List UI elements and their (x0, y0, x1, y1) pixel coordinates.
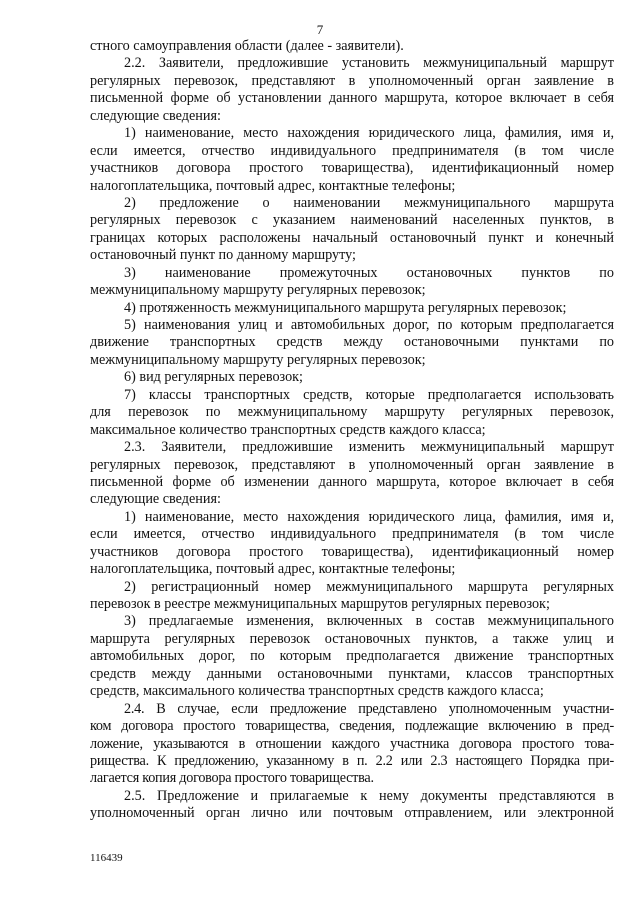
text-line: маршрута регулярных перевозок остановочных пунктов, а также улиц и (90, 630, 614, 647)
text-line: лагается копия договора простого товарищества. (90, 770, 374, 787)
text-line: письменной форме об установлении данного маршрута, которое включает в себя (90, 90, 614, 107)
text-line: если имеется, отчество индивидуального предпринимателя (в том числе (90, 526, 614, 543)
text-line: налогоплательщика, почтовый адрес, контактные телефоны; (90, 177, 456, 194)
text-line: максимальное количество транспортных средств каждого класса; (90, 421, 486, 438)
text-line: ком договора простого товарищества, сведения, подлежащие включению в пред- (90, 718, 614, 735)
text-line: участников договора простого товарищества), идентификационный номер (90, 543, 614, 560)
text-line: остановочный пункт по данному маршруту; (90, 247, 356, 264)
text-line: стного самоуправления области (далее - заявители). (90, 38, 404, 54)
text-line: средств между данными остановочными пунктами, классов транспортных (90, 665, 614, 682)
text-line: 1) наименование, место нахождения юридического лица, фамилия, имя и, (124, 508, 614, 525)
text-line: участников договора простого товарищества), идентификационный номер (90, 160, 614, 177)
text-line: автомобильных дорог, по которым предполагается движение транспортных (90, 648, 614, 665)
text-line: регулярных перевозок с указанием наименований населенных пунктов, в (90, 212, 614, 229)
text-line: 1) наименование, место нахождения юридического лица, фамилия, имя и, (124, 125, 614, 142)
text-line: рищества. К предложению, указанному в п. 2.2 или 2.3 настоящего Порядка при- (90, 752, 614, 769)
text-line: регулярных перевозок, представляют в уполномоченный орган заявление в (90, 72, 614, 89)
text-line: средств, максимального количества транспортных средств каждого класса; (90, 683, 544, 700)
page-number: 7 (316, 22, 324, 37)
text-line: движение транспортных средств между остановочными пунктами по (90, 334, 614, 351)
text-line: межмуниципальному маршруту регулярных перевозок; (90, 282, 426, 299)
text-line: 3) предлагаемые изменения, включенных в состав межмуниципального (124, 613, 614, 630)
document-body (90, 38, 614, 823)
text-line: для перевозок по межмуниципальному маршруту регулярных перевозок, (90, 404, 614, 421)
text-line: регулярных перевозок, представляют в уполномоченный орган заявление в (90, 456, 614, 473)
text-line: 2.4. В случае, если предложение представлено уполномоченным участни- (124, 700, 614, 717)
text-line: следующие сведения: (90, 491, 221, 508)
text-line: 7) классы транспортных средств, которые предполагается использовать (124, 386, 614, 403)
footer-code: 116439 (90, 852, 123, 864)
text-line: 3) наименование промежуточных остановочных пунктов по (124, 264, 614, 281)
text-line: ложение, указываются в отношении каждого участника договора простого това- (90, 735, 614, 752)
text-line: 2) регистрационный номер межмуниципального маршрута регулярных (124, 578, 614, 595)
text-line: 2.3. Заявители, предложившие изменить межмуниципальный маршрут (124, 439, 614, 456)
text-line: 2.2. Заявители, предложившие установить межмуниципальный маршрут (124, 55, 614, 72)
text-line: 5) наименования улиц и автомобильных дорог, по которым предполагается (124, 317, 614, 333)
text-line: письменной форме об изменении данного маршрута, которое включает в себя (90, 473, 614, 490)
text-line: налогоплательщика, почтовый адрес, контактные телефоны; (90, 561, 456, 578)
text-line: межмуниципальному маршруту регулярных перевозок; (90, 351, 426, 368)
text-line: 2.5. Предложение и прилагаемые к нему документы представляются в (124, 787, 614, 804)
text-line: 4) протяженность межмуниципального маршрута регулярных перевозок; (124, 299, 567, 316)
text-line: следующие сведения: (90, 107, 221, 124)
text-line: 6) вид регулярных перевозок; (124, 369, 303, 386)
text-line: уполномоченный орган лично или почтовым отправлением, или электронной (90, 805, 614, 822)
text-line: границах которых расположены начальный остановочный пункт и конечный (90, 229, 614, 246)
text-line: перевозок в реестре межмуниципальных маршрутов регулярных перевозок; (90, 596, 550, 612)
text-line: 2) предложение о наименовании межмуниципального маршрута (124, 194, 614, 211)
text-line: если имеется, отчество индивидуального предпринимателя (в том числе (90, 142, 614, 159)
